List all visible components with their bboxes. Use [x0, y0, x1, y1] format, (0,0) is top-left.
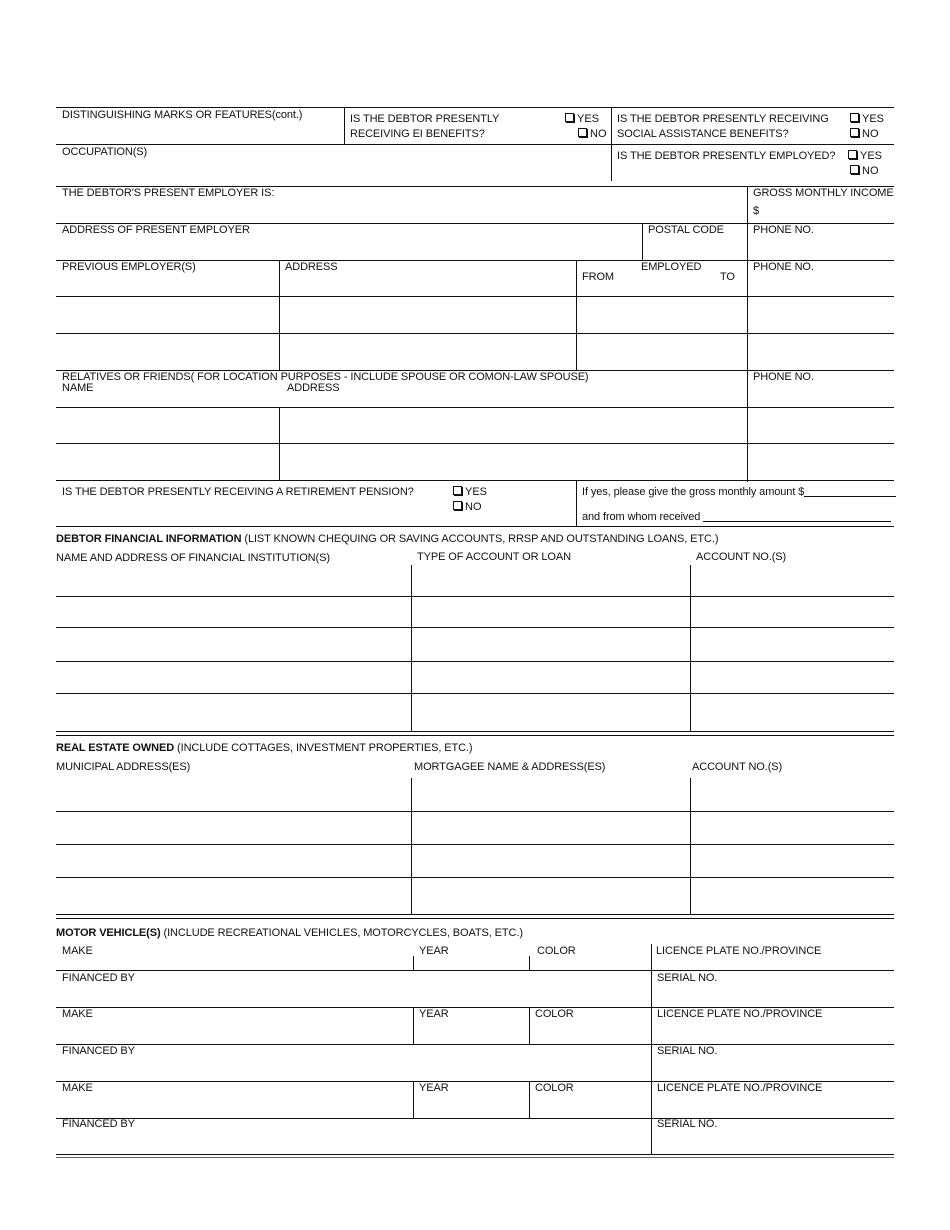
- social-no-checkbox[interactable]: NO: [850, 127, 879, 141]
- checkbox-icon: [850, 128, 859, 137]
- vehicle-serial-label: SERIAL NO.: [657, 972, 718, 984]
- occupation-label: OCCUPATION(S): [62, 146, 148, 158]
- distinguishing-marks-label: DISTINGUISHING MARKS OR FEATURES(cont.): [62, 109, 303, 121]
- real-estate-col-mortgagee: MORTGAGEE NAME & ADDRESS(ES): [414, 761, 606, 773]
- employed-yes-checkbox[interactable]: YES: [848, 149, 882, 163]
- pension-amount-row: If yes, please give the gross monthly amount $: [582, 485, 896, 499]
- rule: [529, 1081, 530, 1118]
- rule: [56, 731, 894, 732]
- real-estate-col-account: ACCOUNT NO.(S): [692, 761, 783, 773]
- pension-no-checkbox[interactable]: NO: [453, 500, 482, 514]
- financial-col-account: ACCOUNT NO.(S): [696, 551, 787, 563]
- rule: [651, 944, 652, 1154]
- real-estate-col-address: MUNICIPAL ADDRESS(ES): [56, 761, 191, 773]
- vehicle-year-label: YEAR: [419, 1008, 449, 1020]
- prev-phone-label: PHONE NO.: [753, 261, 814, 273]
- rule: [279, 260, 280, 371]
- rule: [56, 1044, 894, 1045]
- checkbox-icon: [848, 150, 857, 159]
- rule: [56, 596, 894, 597]
- vehicle-serial-label: SERIAL NO.: [657, 1045, 718, 1057]
- ei-question-line2: RECEIVING EI BENEFITS?: [350, 128, 485, 140]
- vehicle-financed-label: FINANCED BY: [62, 972, 135, 984]
- vehicles-heading: MOTOR VEHICLE(S) (INCLUDE RECREATIONAL VEHICLES, MOTORCYCLES, BOATS, ETC.): [56, 927, 523, 939]
- pension-question: IS THE DEBTOR PRESENTLY RECEIVING A RETIREMENT PENSION?: [62, 486, 414, 498]
- checkbox-icon: [850, 113, 859, 122]
- prev-address-label: ADDRESS: [285, 261, 338, 273]
- pension-amount-field[interactable]: [804, 486, 896, 497]
- rule: [56, 443, 894, 444]
- rule: [56, 407, 894, 408]
- rule: [413, 1007, 414, 1044]
- present-employer-field[interactable]: [56, 200, 744, 222]
- vehicle-financed-label: FINANCED BY: [62, 1045, 135, 1057]
- vehicle-color-label: COLOR: [535, 1008, 574, 1020]
- vehicle-year-label: YEAR: [419, 945, 449, 957]
- rule: [56, 661, 894, 662]
- gross-income-label: GROSS MONTHLY INCOME: [753, 187, 894, 199]
- social-question-line1: IS THE DEBTOR PRESENTLY RECEIVING: [617, 113, 829, 125]
- rule: [56, 735, 894, 736]
- phone-label: PHONE NO.: [753, 224, 814, 236]
- vehicle-year-label: YEAR: [419, 1082, 449, 1094]
- real-estate-heading: REAL ESTATE OWNED (INCLUDE COTTAGES, INVESTMENT PROPERTIES, ETC.): [56, 742, 473, 754]
- present-employer-label: THE DEBTOR'S PRESENT EMPLOYER IS:: [62, 187, 275, 199]
- gross-income-dollar: $: [753, 205, 760, 217]
- rule: [56, 1157, 894, 1158]
- rule: [56, 296, 894, 297]
- rule: [56, 918, 894, 919]
- social-yes-checkbox[interactable]: YES: [850, 112, 884, 126]
- vehicle-licence-label: LICENCE PLATE NO./PROVINCE: [657, 1082, 823, 1094]
- pension-yes-checkbox[interactable]: YES: [453, 485, 487, 499]
- vehicle-color-label: COLOR: [535, 1082, 574, 1094]
- address-present-label: ADDRESS OF PRESENT EMPLOYER: [62, 224, 250, 236]
- financial-col-institution: NAME AND ADDRESS OF FINANCIAL INSTITUTION(S): [56, 552, 330, 564]
- rule: [56, 693, 894, 694]
- rule: [56, 480, 894, 481]
- rule: [56, 627, 894, 628]
- rule: [56, 1154, 894, 1155]
- rule: [56, 1118, 894, 1119]
- rule: [690, 565, 691, 731]
- ei-question-line1: IS THE DEBTOR PRESENTLY: [350, 113, 500, 125]
- checkbox-icon: [565, 113, 574, 122]
- employed-label: EMPLOYED: [641, 261, 702, 273]
- rule: [56, 877, 894, 878]
- rule: [529, 1007, 530, 1044]
- ei-yes-checkbox[interactable]: YES: [565, 112, 599, 126]
- relatives-address-label: ADDRESS: [287, 382, 340, 394]
- financial-col-type: TYPE OF ACCOUNT OR LOAN: [417, 551, 571, 563]
- rule: [344, 107, 345, 144]
- checkbox-icon: [453, 486, 462, 495]
- rule: [56, 144, 894, 145]
- pension-from-field[interactable]: [703, 511, 891, 522]
- rule: [56, 914, 894, 915]
- relatives-phone-label: PHONE NO.: [753, 371, 814, 383]
- vehicle-financed-label: FINANCED BY: [62, 1118, 135, 1130]
- distinguishing-marks-field[interactable]: [56, 122, 342, 142]
- rule: [529, 956, 530, 970]
- social-question-line2: SOCIAL ASSISTANCE BENEFITS?: [617, 128, 789, 140]
- rule: [56, 844, 894, 845]
- checkbox-icon: [850, 165, 859, 174]
- vehicle-make-label: MAKE: [62, 1082, 93, 1094]
- employed-question: IS THE DEBTOR PRESENTLY EMPLOYED?: [617, 150, 836, 162]
- rule: [747, 186, 748, 482]
- vehicle-licence-label: LICENCE PLATE NO./PROVINCE: [656, 945, 822, 957]
- to-label: TO: [720, 271, 735, 283]
- previous-employers-label: PREVIOUS EMPLOYER(S): [62, 261, 196, 273]
- rule: [413, 1081, 414, 1118]
- vehicle-make-label: MAKE: [62, 945, 93, 957]
- relatives-heading: RELATIVES OR FRIENDS( FOR LOCATION PURPOSES - INCLUDE SPOUSE OR COMON-LAW SPOUSE): [62, 371, 589, 383]
- rule: [56, 526, 894, 527]
- pension-from-row: and from whom received: [582, 510, 891, 524]
- checkbox-icon: [453, 501, 462, 510]
- vehicle-serial-label: SERIAL NO.: [657, 1118, 718, 1130]
- rule: [56, 970, 894, 971]
- from-label: FROM: [582, 271, 614, 283]
- checkbox-icon: [578, 128, 587, 137]
- vehicle-color-label: COLOR: [537, 945, 576, 957]
- rule: [411, 565, 412, 731]
- postal-code-label: POSTAL CODE: [648, 224, 724, 236]
- financial-heading: DEBTOR FINANCIAL INFORMATION (LIST KNOWN CHEQUING OR SAVING ACCOUNTS, RRSP AND OUTSTANDING LOANS, ETC.): [56, 533, 719, 545]
- rule: [413, 956, 414, 970]
- relatives-name-label: NAME: [62, 382, 94, 394]
- rule: [411, 778, 412, 914]
- rule: [56, 333, 894, 334]
- vehicle-licence-label: LICENCE PLATE NO./PROVINCE: [657, 1008, 823, 1020]
- rule: [56, 811, 894, 812]
- rule: [642, 223, 643, 260]
- rule: [576, 480, 577, 526]
- rule: [576, 260, 577, 371]
- employed-no-checkbox[interactable]: NO: [850, 164, 879, 178]
- vehicle-make-label: MAKE: [62, 1008, 93, 1020]
- ei-no-checkbox[interactable]: NO: [578, 127, 607, 141]
- occupation-field[interactable]: [56, 160, 608, 180]
- rule: [690, 778, 691, 914]
